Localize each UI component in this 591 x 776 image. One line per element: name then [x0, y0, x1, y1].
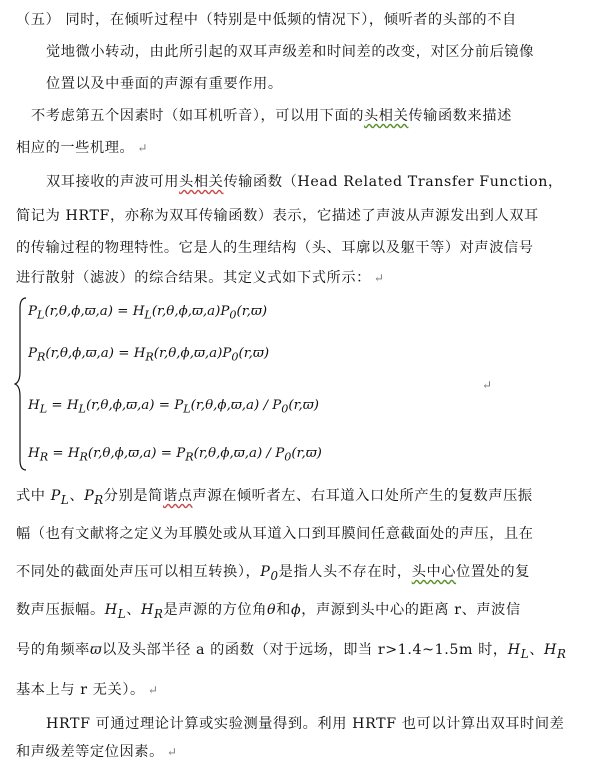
equation-PR: $P_R(r,\theta,\phi,ϖ,a) = H_R(r,\theta,\phi,ϖ,a)P_0(r,ϖ)$	[28, 346, 270, 364]
spell-check-underline: 谐点	[162, 488, 193, 504]
equation-HL: $H_L = H_L(r,\theta,\phi,ϖ,a) = P_L(r,\theta,\phi,ϖ,a) / P_0(r,ϖ)$	[28, 398, 319, 416]
text-line: 式中 $P_L$、$P_R$分别是简谐点声源在倾听者左、右耳道入口处所产生的复数声压振	[16, 488, 533, 507]
text-line: 不考虑第五个因素时（如耳机听音），可以用下面的头相关传输函数来描述	[31, 108, 512, 124]
spell-check-underline: 头相关	[364, 108, 409, 124]
left-brace-icon	[14, 296, 28, 472]
text-line: 简记为 HRTF，亦称为双耳传输函数）表示，它描述了声波从声源发出到人双耳	[16, 208, 539, 224]
paragraph-mark-icon: ↵	[373, 271, 385, 285]
equation-PL: $P_L(r,\theta,\phi,ϖ,a) = H_L(r,\theta,\phi,ϖ,a)P_0(r,ϖ)$	[28, 304, 268, 322]
spell-check-underline: 头中心	[411, 564, 457, 580]
text-line: 号的角频率ϖ以及头部半径 a 的函数（对于远场，即当 r>1.4~1.5m 时，$H_L$、$H_R$	[16, 642, 567, 661]
text-line: 觉地微小转动，由此所引起的双耳声级差和时间差的改变，对区分前后镜像	[46, 44, 534, 60]
spell-check-underline: 头相关	[179, 174, 224, 190]
paragraph-mark-icon: ↵	[166, 745, 178, 759]
text-line: 相应的一些机理。 ↵	[16, 140, 148, 156]
text-line: 位置以及中垂面的声源有重要作用。	[46, 76, 283, 92]
paragraph-mark-icon: ↵	[147, 683, 159, 697]
text-line: 幅（也有文献将之定义为耳膜处或从耳道入口到耳膜间任意截面处的声压，且在	[16, 526, 534, 542]
text-line: 双耳接收的声波可用头相关传输函数（Head Related Transfer Function，	[46, 174, 563, 190]
text-line: 进行散射（滤波）的综合结果。其定义式如下式所示： ↵	[16, 270, 385, 286]
text-line: 的传输过程的物理特性。它是人的生理结构（头、耳廓以及躯干等）对声波信号	[16, 240, 534, 256]
paragraph-mark-icon: ↵	[482, 378, 493, 392]
text-line: 不同处的截面处声压可以相互转换），$P_0$是指人头不存在时，头中心位置处的复	[16, 564, 531, 583]
text-line: 数声压振幅。$H_L$、$H_R$是声源的方位角θ和ϕ，声源到头中心的距离 r、声波信	[16, 602, 521, 621]
text-line: 和声级差等定位因素。 ↵	[16, 744, 178, 760]
paragraph-mark-icon: ↵	[137, 141, 148, 155]
equation-HR: $H_R = H_R(r,\theta,\phi,ϖ,a) = P_R(r,\theta,\phi,ϖ,a) / P_0(r,ϖ)$	[28, 446, 322, 464]
text-line: 基本上与 r 无关）。 ↵	[16, 682, 159, 698]
text-line: （五） 同时，在倾听过程中（特别是中低频的情况下），倾听者的头部的不自	[16, 12, 517, 28]
equation-system	[14, 296, 494, 472]
text-line: HRTF 可通过理论计算或实验测量得到。利用 HRTF 也可以计算出双耳时间差	[46, 716, 565, 732]
